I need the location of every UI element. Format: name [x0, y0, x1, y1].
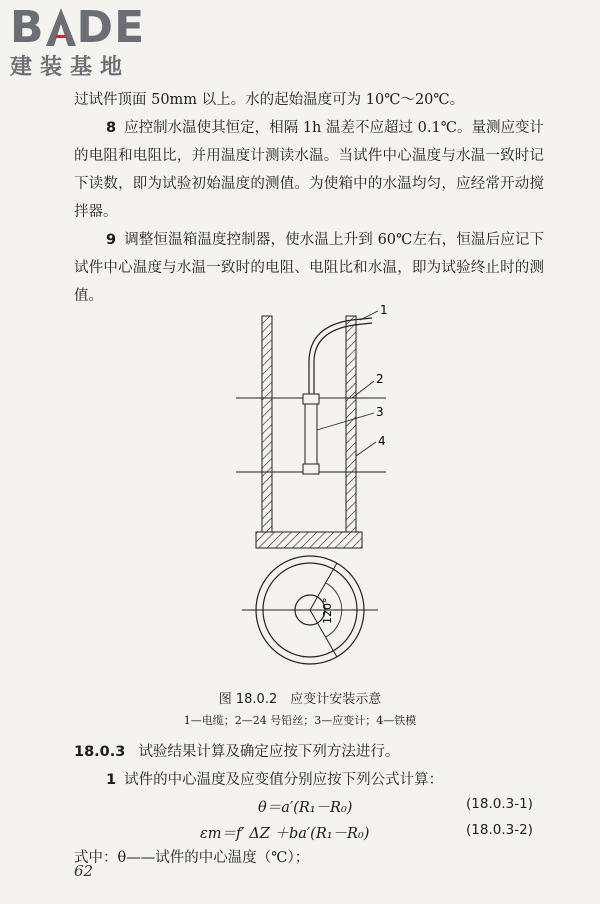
item-number-9: 9: [106, 232, 117, 248]
equation-2-number: (18.0.3-2): [466, 822, 533, 838]
item-number-8: 8: [106, 120, 117, 136]
equation-1: θ＝a′(R₁－R₀): [258, 800, 353, 816]
callout-2: 2: [376, 372, 384, 386]
page-number: 62: [74, 862, 94, 880]
equation-1-number: (18.0.3-1): [466, 796, 533, 812]
logo-letter-d: D: [76, 2, 115, 53]
angle-label: 120°: [321, 597, 334, 624]
section-heading: [74, 740, 554, 761]
paragraph-8-text: 应控制水温使其恒定，相隔 1h 温差不应超过 0.1℃。量测应变计的电阻和电阻比，并用温度计测读水温。当试件中心温度与水温一致时记下读数，即为试验初始温度的测值。为使箱中的水温均匀，应经常开动搅拌器。: [74, 120, 544, 220]
callout-3: 3: [376, 405, 384, 419]
callout-4: 4: [378, 434, 386, 448]
item-1-text: 试件的中心温度及应变值分别应按下列公式计算：: [124, 772, 444, 788]
mold-left-wall: [262, 316, 272, 532]
figure-legend: 1—电缆；2—24 号铅丝；3—应变计；4—铁模: [183, 714, 417, 727]
equation-2: εm＝f′ ΔZ ＋ba′(R₁－R₀): [200, 826, 370, 842]
figure-caption: 图 18.0.2 应变计安装示意: [218, 692, 382, 707]
item-number-1: 1: [106, 772, 117, 788]
section-title: 试验结果计算及确定应按下列方法进行。: [138, 744, 400, 760]
mold-right-wall: [346, 316, 356, 532]
paragraph-continued: 过试件顶面 50mm 以上。水的起始温度可为 10℃～20℃。: [74, 92, 465, 108]
item-1: [74, 766, 544, 794]
strain-gauge: [305, 404, 317, 464]
paragraph-9-text: 调整恒温箱温度控制器，使水温上升到 60℃左右，恒温后应记下试件中心温度与水温一致时的电阻、电阻比和水温，即为试验终止时的测值。: [74, 232, 544, 304]
section-number: 18.0.3: [74, 744, 126, 760]
cable: [309, 318, 372, 394]
callout-1: 1: [380, 303, 388, 317]
logo-letter-e: E: [114, 2, 146, 53]
logo-subtitle: 建装基地: [10, 55, 131, 80]
mold-base: [256, 532, 362, 548]
logo-letter-b: B: [10, 2, 45, 53]
where-line: 式中：θ——试件的中心温度（℃）；: [74, 850, 310, 866]
